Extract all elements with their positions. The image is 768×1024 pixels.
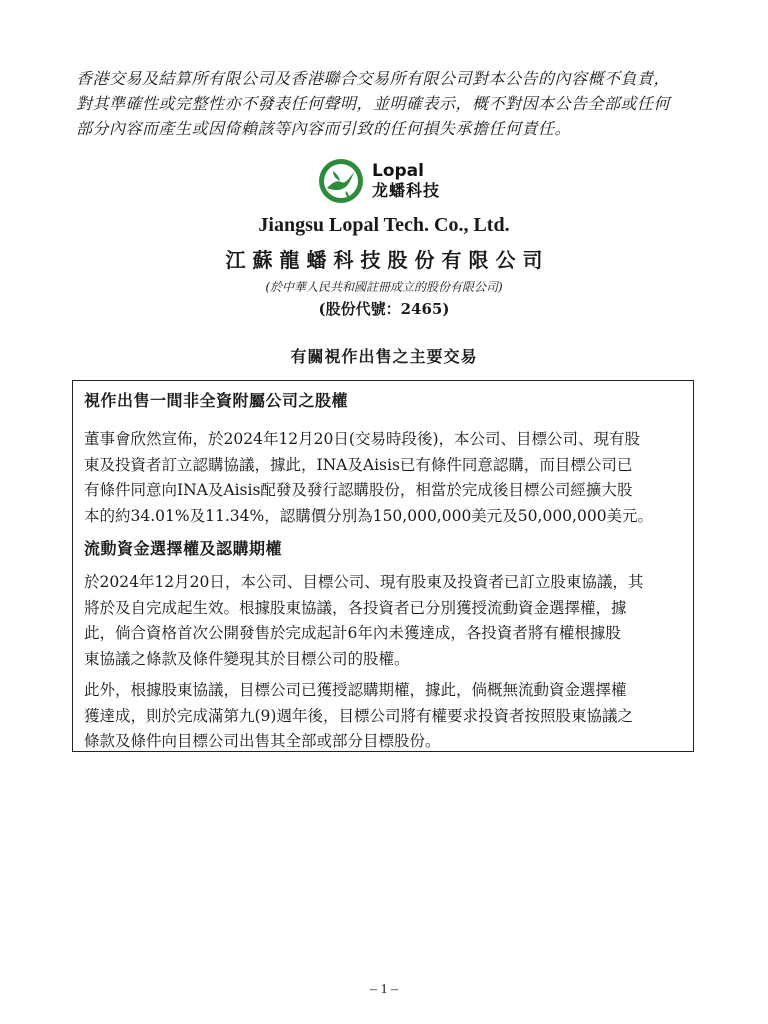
logo-text-cn: 龙蟠科技 [372, 181, 441, 200]
incorporation-note: (於中華人民共和國註冊成立的股份有限公司) [265, 280, 503, 294]
section-heading-liquidity-option: 流動資金選擇權及認購期權 [84, 539, 283, 558]
paragraph-line: 此外，根據股東協議，目標公司已獲授認購期權，據此，倘概無流動資金選擇權 [84, 681, 627, 699]
paragraph-line: 有條件同意向INA及Aisis配發及發行認購股份，相當於完成後目標公司經擴大股 [84, 481, 633, 499]
disclaimer-line: 對其準確性或完整性亦不發表任何聲明，並明確表示，概不對因本公告全部或任何 [76, 94, 671, 113]
paragraph-line: 此，倘合資格首次公開發售於完成起計6年內未獲達成，各投資者將有權根據股 [84, 624, 621, 642]
paragraph-line: 東及投資者訂立認購協議，據此，INA及Aisis已有條件同意認購，而目標公司已 [84, 455, 633, 474]
paragraph-line: 東協議之條款及條件變現其於目標公司的股權。 [84, 649, 410, 668]
paragraph-line: 於2024年12月20日，本公司、目標公司、現有股東及投資者已訂立股東協議，其 [84, 573, 644, 591]
disclaimer-line: 部分內容而產生或因倚賴該等內容而引致的任何損失承擔任何責任。 [76, 119, 572, 138]
disclaimer-notice [76, 66, 696, 141]
section-heading-deemed-disposal: 視作出售一間非全資附屬公司之股權 [84, 391, 349, 410]
page-number: – 1 – [370, 982, 398, 997]
company-name-chinese: 江蘇龍蟠科技股份有限公司 [225, 248, 550, 272]
logo-text-en: Lopal [372, 161, 424, 181]
paragraph-liquidity-option [84, 570, 688, 672]
paragraph-call-option [84, 678, 688, 755]
paragraph-line: 條款及條件向目標公司出售其全部或部分目標股份。 [84, 732, 441, 750]
lopal-logo-icon [318, 158, 364, 204]
paragraph-line: 獲達成，則於完成滿第九(9)週年後，目標公司將有權要求投資者按照股東協議之 [84, 706, 633, 725]
logo-wordmark [372, 162, 440, 200]
paragraph-line: 本的約34.01%及11.34%，認購價分別為150,000,000美元及50,000,000美元。 [84, 506, 654, 525]
company-name-english: Jiangsu Lopal Tech. Co., Ltd. [258, 214, 510, 236]
company-logo [318, 158, 440, 204]
announcement-title: 有關視作出售之主要交易 [290, 347, 478, 366]
paragraph-line: 將於及自完成起生效。根據股東協議，各投資者已分別獲授流動資金選擇權，據 [84, 598, 627, 617]
disclaimer-line: 香港交易及結算所有限公司及香港聯合交易所有限公司對本公告的內容概不負責， [76, 69, 671, 88]
paragraph-line: 董事會欣然宣佈，於2024年12月20日(交易時段後)，本公司、目標公司、現有股 [84, 430, 640, 448]
paragraph-deemed-disposal [84, 427, 688, 529]
stock-code: (股份代號：2465) [318, 300, 450, 318]
